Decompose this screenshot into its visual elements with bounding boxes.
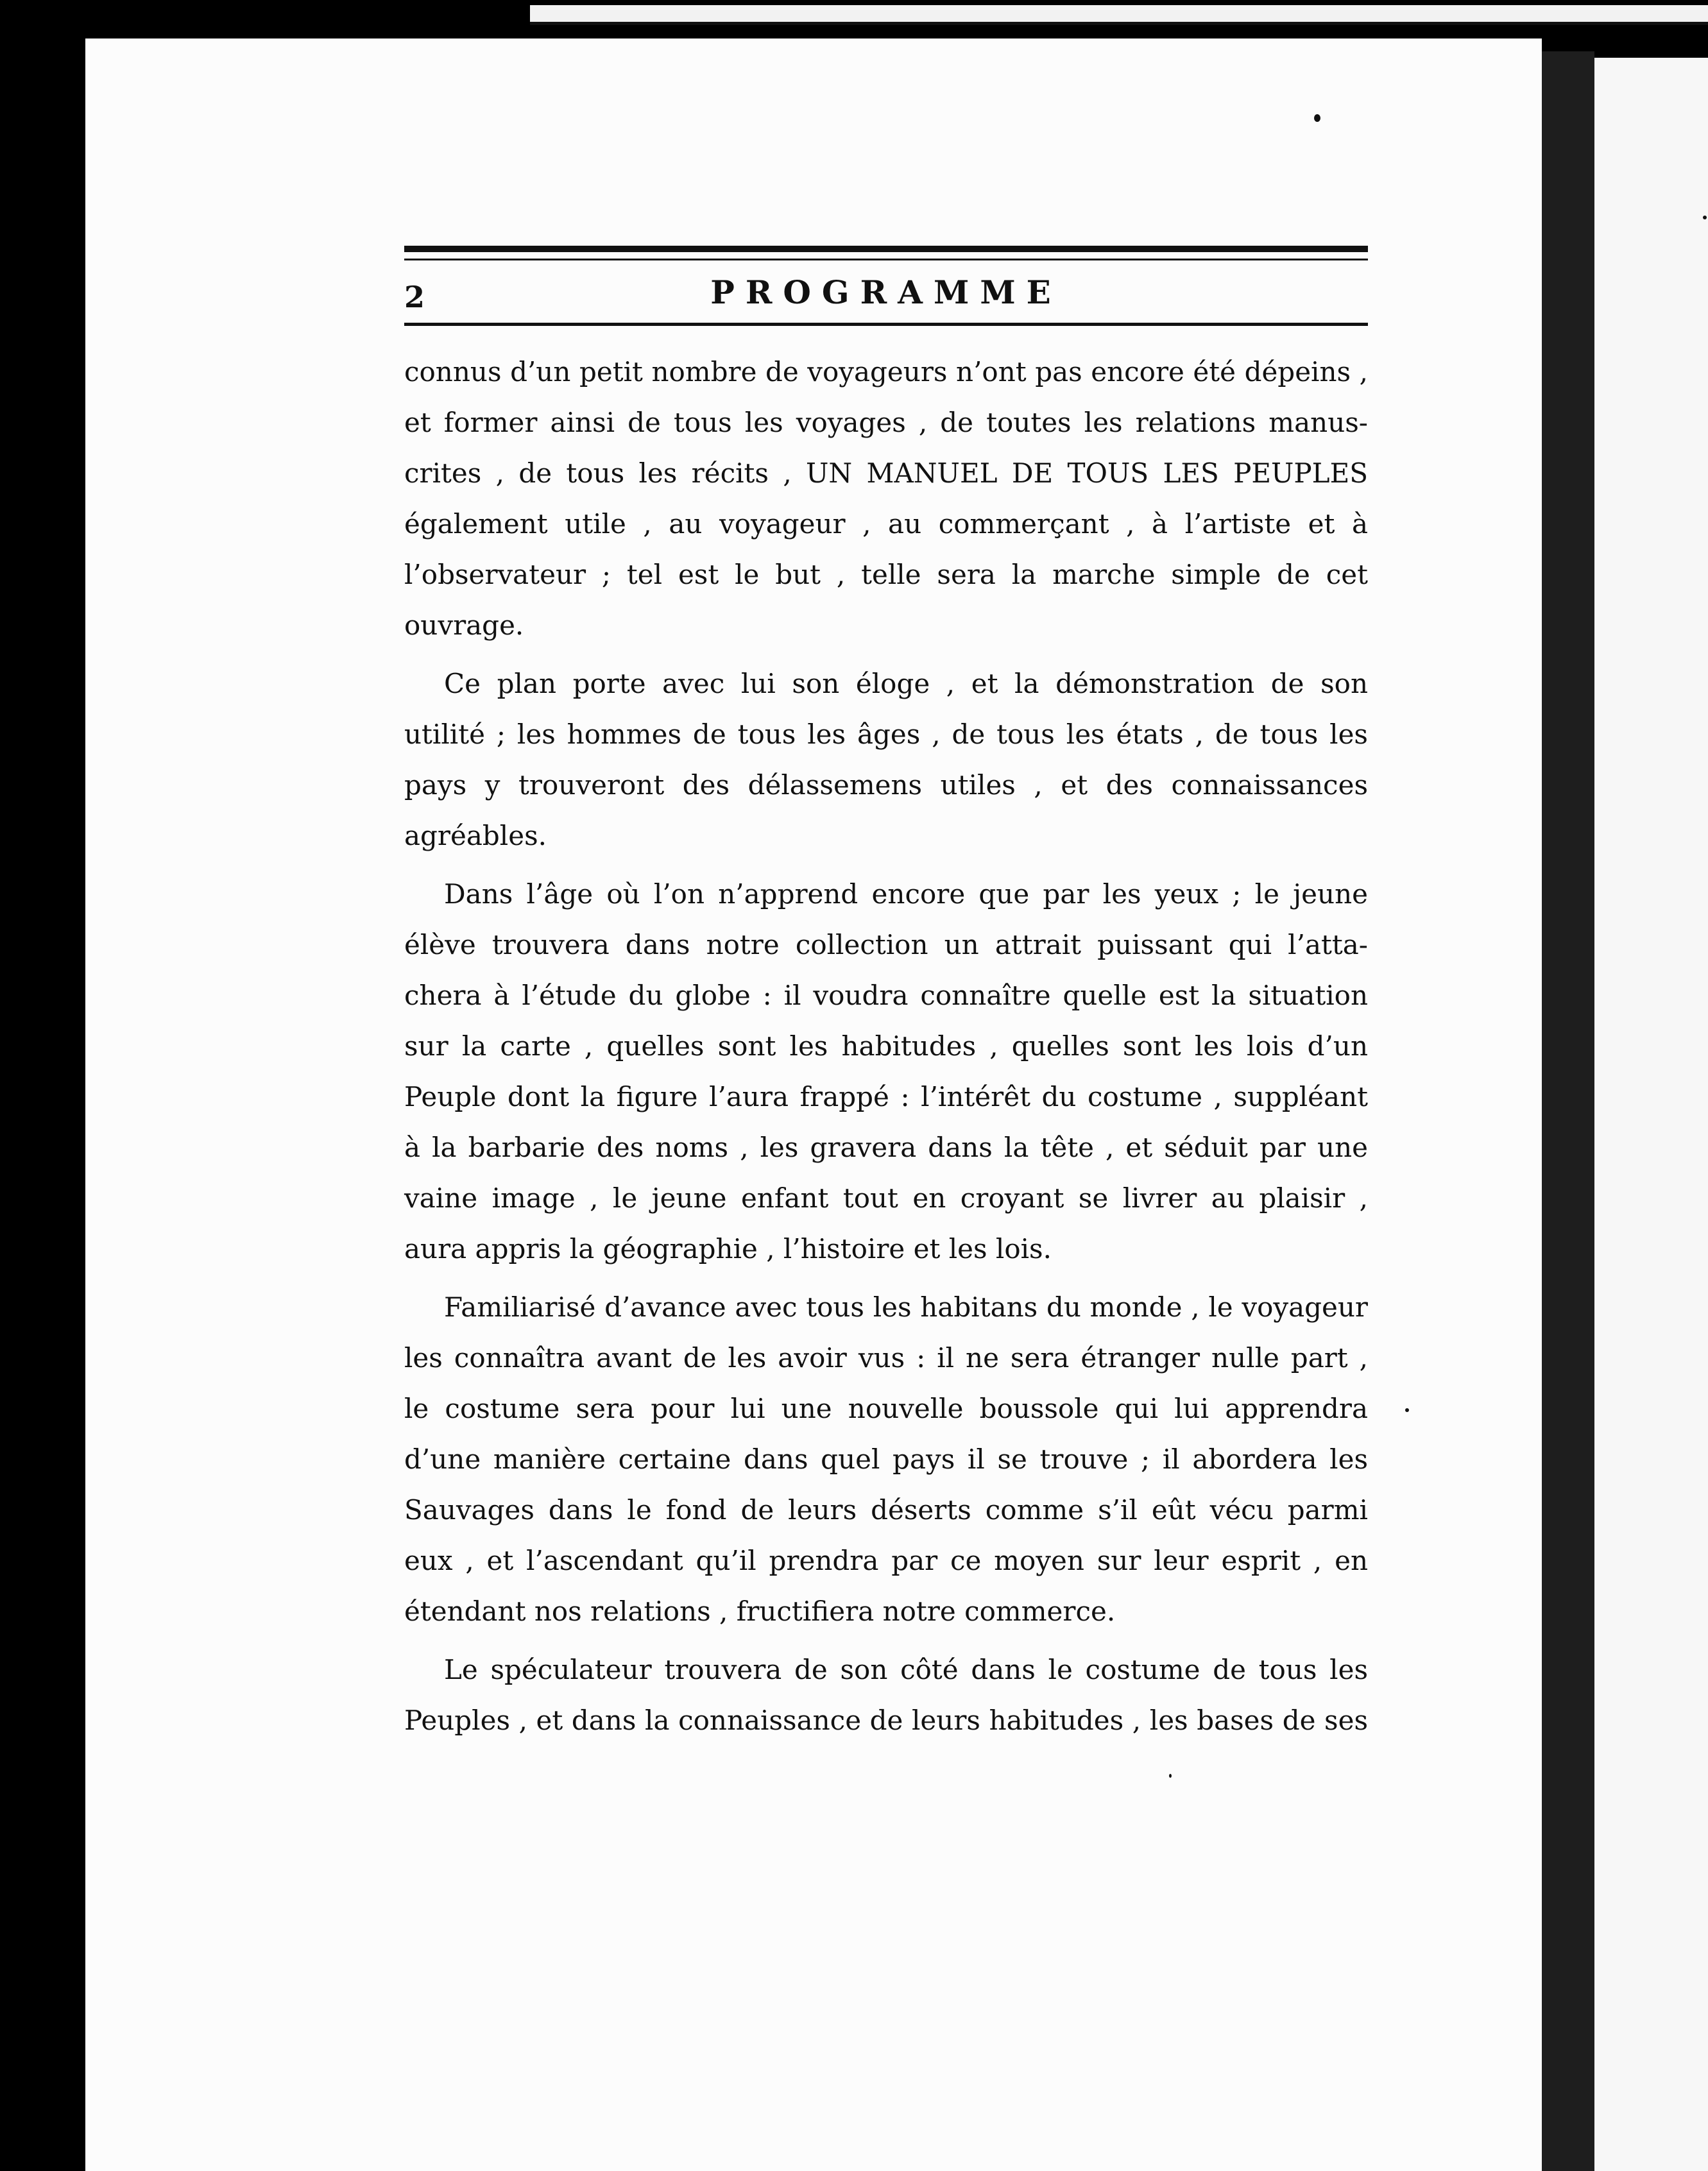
text-line: l’observateur ; tel est le but , telle sera la marche simple de cet xyxy=(404,559,1368,590)
text-line: Peuple dont la figure l’aura frappé : l’intérêt du costume , suppléant xyxy=(404,1081,1368,1112)
text-line: d’une manière certaine dans quel pays il se trouve ; il abordera les xyxy=(404,1443,1368,1475)
text-line: Familiarisé d’avance avec tous les habitans du monde , le voyageur xyxy=(444,1291,1368,1323)
text-line: vaine image , le jeune enfant tout en croyant se livrer au plaisir , xyxy=(404,1182,1368,1214)
text-line: sur la carte , quelles sont les habitudes , quelles sont les lois d’un xyxy=(404,1030,1368,1062)
adjacent-page-edge xyxy=(1594,58,1708,2171)
text-line: Dans l’âge où l’on n’apprend encore que par les yeux ; le jeune xyxy=(444,878,1368,910)
text-line: le costume sera pour lui une nouvelle boussole qui lui apprendra xyxy=(404,1393,1368,1424)
text-line: et former ainsi de tous les voyages , de toutes les relations manus- xyxy=(404,407,1368,438)
text-line: Le spéculateur trouvera de son côté dans le costume de tous les xyxy=(444,1654,1368,1685)
header-rule-thin xyxy=(404,259,1368,260)
running-header xyxy=(404,263,1368,321)
text-line: aura appris la géographie , l’histoire et les lois. xyxy=(404,1233,1052,1264)
text-line: étendant nos relations , fructifiera notre commerce. xyxy=(404,1596,1116,1627)
header-rule-bottom xyxy=(404,323,1368,326)
text-line: connus d’un petit nombre de voyageurs n’ont pas encore été dépeins , xyxy=(404,356,1368,387)
text-line: crites , de tous les récits , UN MANUEL DE TOUS LES PEUPLES xyxy=(404,457,1368,489)
text-line: à la barbarie des noms , les gravera dans la tête , et séduit par une xyxy=(404,1132,1368,1163)
text-line: agréables. xyxy=(404,820,547,851)
text-line: pays y trouveront des délassemens utiles , et des connaissances xyxy=(404,769,1368,801)
text-line: Peuples , et dans la connaissance de leurs habitudes , les bases de ses xyxy=(404,1705,1368,1736)
text-line: eux , et l’ascendant qu’il prendra par ce moyen sur leur esprit , en xyxy=(404,1545,1368,1576)
page-number: 2 xyxy=(404,280,425,314)
ink-speck xyxy=(1405,1408,1409,1412)
text-line: chera à l’étude du globe : il voudra connaître quelle est la situation xyxy=(404,980,1368,1011)
paragraph xyxy=(404,346,1368,651)
text-line: ouvrage. xyxy=(404,609,524,641)
text-line: également utile , au voyageur , au commerçant , à l’artiste et à xyxy=(404,508,1368,540)
ink-speck xyxy=(1169,1774,1172,1778)
body-text xyxy=(404,346,1368,1746)
paragraph xyxy=(404,869,1368,1274)
ink-speck xyxy=(1703,216,1707,219)
scan-top-edge xyxy=(530,5,1708,25)
text-line: Sauvages dans le fond de leurs déserts comme s’il eût vécu parmi xyxy=(404,1494,1368,1526)
page-gutter-shadow xyxy=(1542,51,1594,2171)
running-title: PROGRAMME xyxy=(710,273,1062,311)
text-line: les connaîtra avant de les avoir vus : il ne sera étranger nulle part , xyxy=(404,1342,1368,1374)
header-rule-thick xyxy=(404,246,1368,252)
text-line: Ce plan porte avec lui son éloge , et la démonstration de son xyxy=(444,668,1368,699)
text-line: élève trouvera dans notre collection un attrait puissant qui l’atta- xyxy=(404,929,1368,960)
paragraph xyxy=(404,1644,1368,1746)
ink-speck xyxy=(1314,114,1320,122)
paragraph xyxy=(404,1282,1368,1637)
paragraph xyxy=(404,658,1368,861)
text-line: utilité ; les hommes de tous les âges , de tous les états , de tous les xyxy=(404,719,1368,750)
